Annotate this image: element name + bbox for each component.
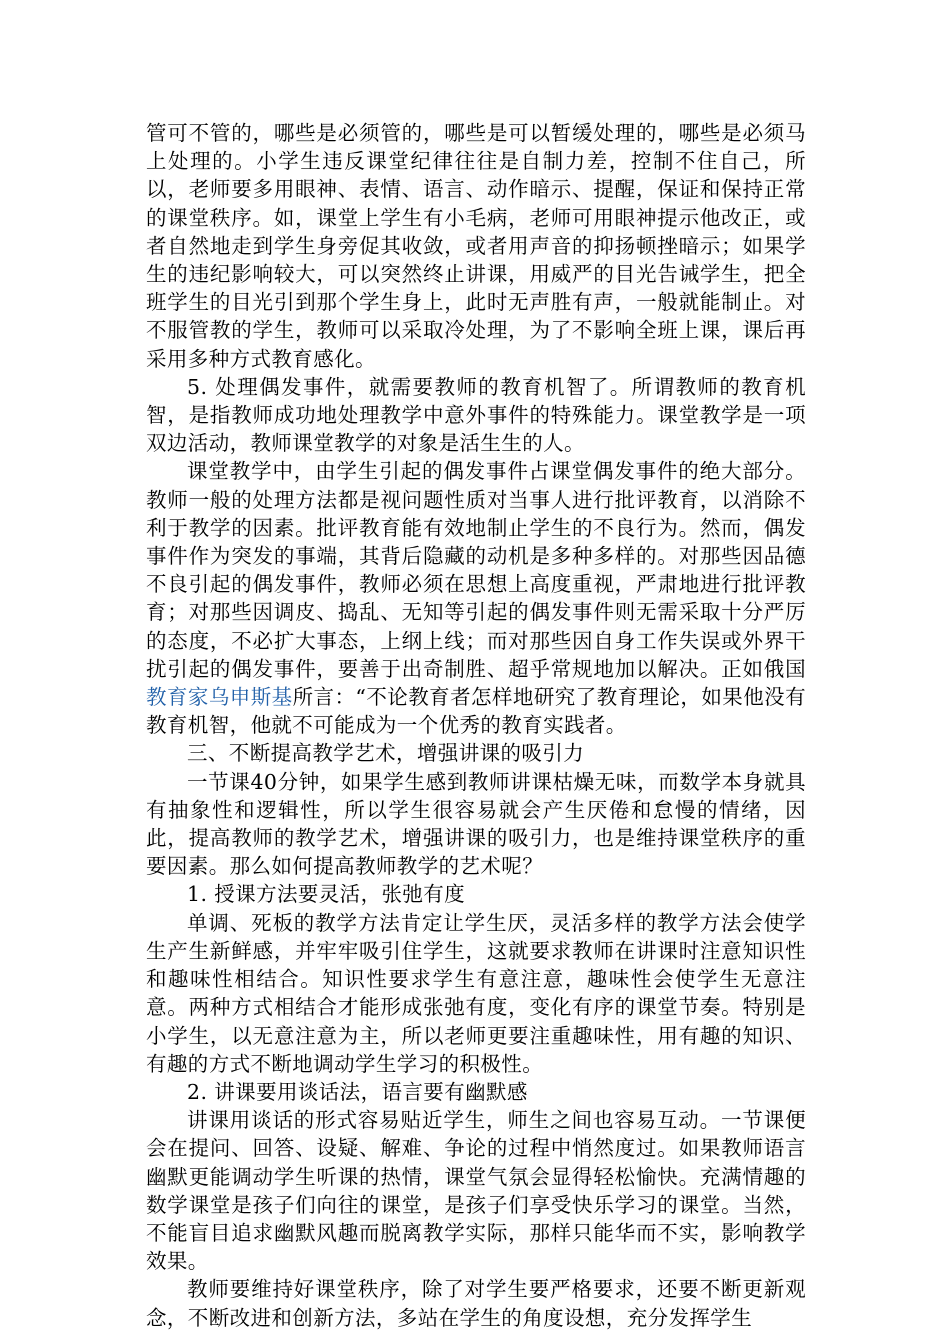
paragraph-text-before-link: 课堂教学中，由学生引起的偶发事件占课堂偶发事件的绝大部分。教师一般的处理方法都是视问题性质对当事人进行批评教育，以消除不利于教学的因素。批评教育能有效地制止学生的不良行为。然而，偶发事件作为突发的事端，其背后隐藏的动机是多种多样的。对那些因品德不良引起的偶发事件，教师必须在思想上高度重视，严肃地进行批评教育；对那些因调皮、捣乱、无知等引起的偶发事件则无需采取十分严厉的态度，不必扩大事态，上纲上线；而对那些因自身工作失误或外界干扰引起的偶发事件，要善于出奇制胜、超乎常规地加以解决。正如俄国 <box>146 459 806 681</box>
paragraph-conversation-method: 讲课用谈话的形式容易贴近学生，师生之间也容易互动。一节课便会在提问、回答、设疑、解难、争论的过程中悄然度过。如果教师语言幽默更能调动学生听课的热情，课堂气氛会显得轻松愉快。充满情趣的数学课堂是孩子们向往的课堂，是孩子们享受快乐学习的课堂。当然，不能盲目追求幽默风趣而脱离教学实际，那样只能华而不实，影响教学效果。 <box>146 1108 806 1274</box>
paragraph-incidents-intro: 5. 处理偶发事件，就需要教师的教育机智了。所谓教师的教育机智，是指教师成功地处理教学中意外事件的特殊能力。课堂教学是一项双边活动，教师课堂教学的对象是活生生的人。 <box>146 374 806 456</box>
paragraph-text-after-link: 所言：“不论教育者怎样地研究了教育理论，如果他没有教育机智，他就不可能成为一个优秀的教育实践者。 <box>146 685 806 738</box>
paragraph-classroom-control: 管可不管的，哪些是必须管的，哪些是可以暂缓处理的，哪些是必须马上处理的。小学生违反课堂纪律往往是自制力差，控制不住自己，所以，老师要多用眼神、表情、语言、动作暗示、提醒，保证和保持正常的课堂秩序。如，课堂上学生有小毛病，老师可用眼神提示他改正，或者自然地走到学生身旁促其收敛，或者用声音的抑扬顿挫暗示；如果学生的违纪影响较大，可以突然终止讲课，用威严的目光告诫学生，把全班学生的目光引到那个学生身上，此时无声胜有声，一般就能制止。对不服管教的学生，教师可以采取冷处理，为了不影响全班上课，课后再采用多种方式教育感化。 <box>146 121 806 371</box>
body-text <box>146 119 806 1332</box>
section-heading-3: 三、不断提高教学艺术，增强讲课的吸引力 <box>187 741 585 766</box>
paragraph-flexible-methods: 单调、死板的教学方法肯定让学生厌，灵活多样的教学方法会使学生产生新鲜感，并牢牢吸引住学生，这就要求教师在讲课时注意知识性和趣味性相结合。知识性要求学生有意注意，趣味性会使学生无意注意。两种方式相结合才能形成张弛有度，变化有序的课堂节奏。特别是小学生，以无意注意为主，所以老师更要注重趣味性，用有趣的知识、有趣的方式不断地调动学生学习的积极性。 <box>146 910 806 1076</box>
paragraph-incidents-handling <box>146 457 806 739</box>
subheading-1: 1. 授课方法要灵活，张弛有度 <box>187 882 466 907</box>
subheading-2: 2. 讲课要用谈话法，语言要有幽默感 <box>187 1079 528 1104</box>
paragraph-conclusion: 教师要维持好课堂秩序，除了对学生要严格要求，还要不断更新观念，不断改进和创新方法，多站在学生的角度设想，充分发挥学生 <box>146 1277 806 1330</box>
paragraph-teaching-art: 一节课40分钟，如果学生感到教师讲课枯燥无味，而数学本身就具有抽象性和逻辑性，所以学生很容易就会产生厌倦和怠慢的情绪，因此，提高教师的教学艺术，增强讲课的吸引力，也是维持课堂秩序的重要因素。那么如何提高教师教学的艺术呢？ <box>146 769 806 879</box>
link-ushinsky[interactable]: 教育家乌申斯基 <box>146 685 293 710</box>
